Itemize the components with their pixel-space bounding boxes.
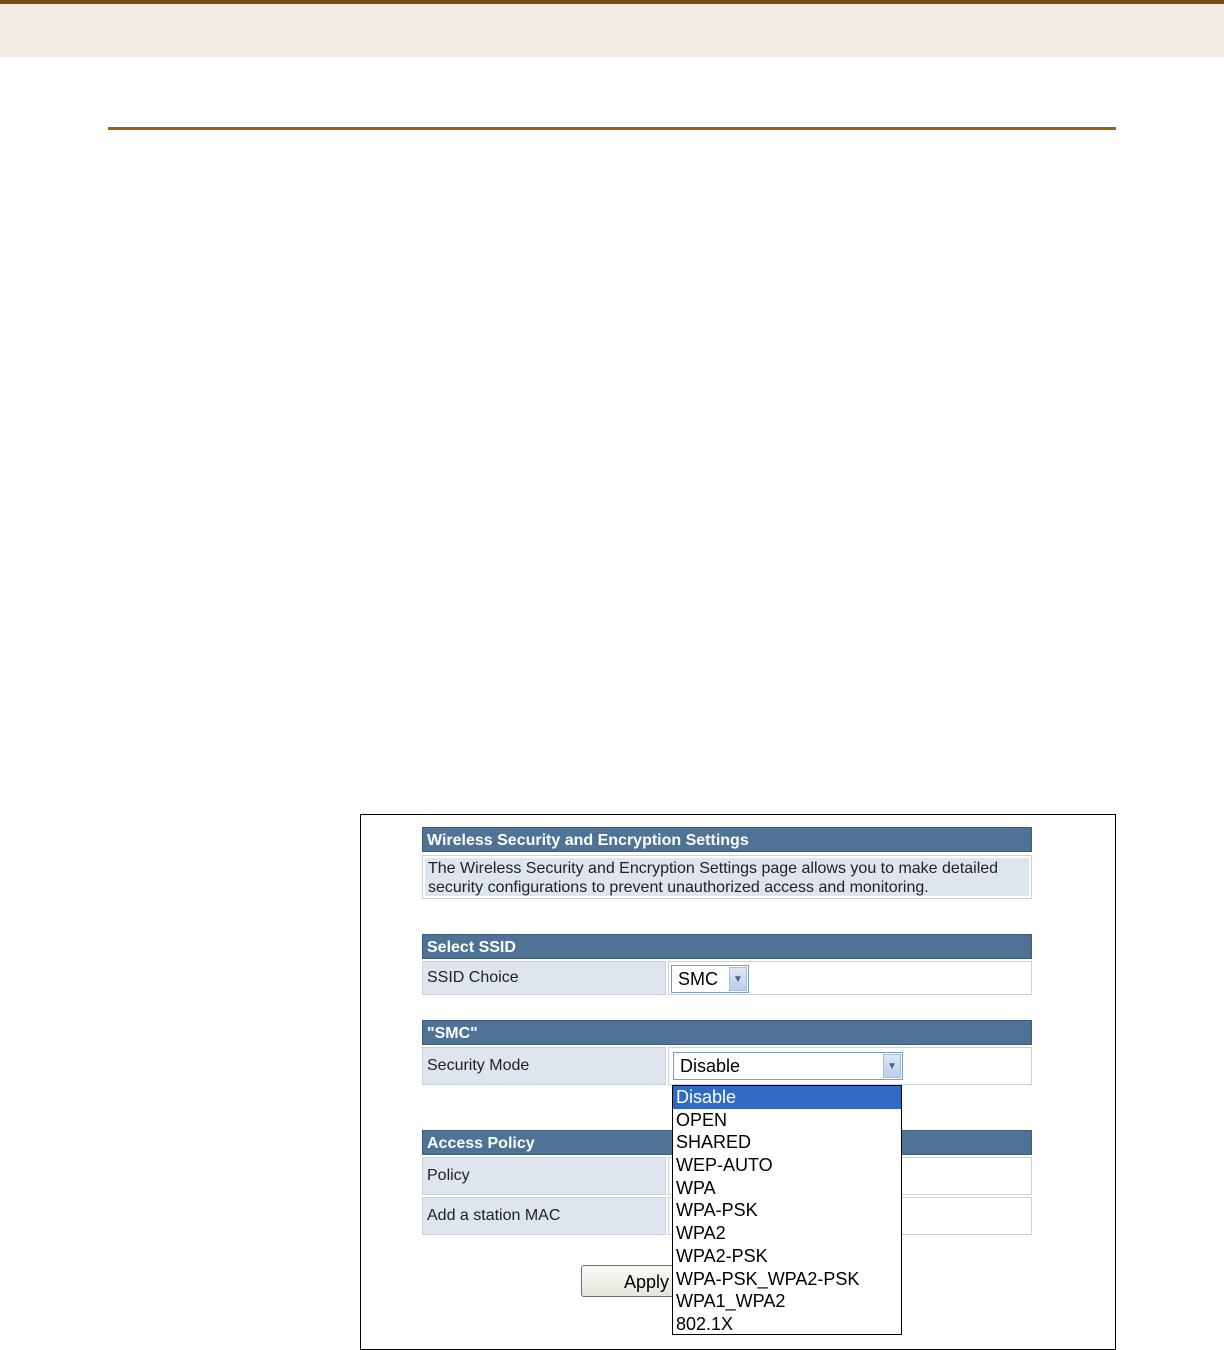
dropdown-option[interactable]: WPA2 [676,1223,726,1244]
chevron-down-icon[interactable]: ▼ [729,967,747,991]
dropdown-option[interactable]: WPA-PSK_WPA2-PSK [676,1268,860,1289]
security-mode-cell [668,1047,1032,1085]
dropdown-option[interactable]: OPEN [676,1109,728,1130]
security-mode-dropdown-list [672,1085,902,1335]
dropdown-option[interactable]: Disable [673,1086,901,1109]
dropdown-option[interactable]: SHARED [676,1132,752,1153]
select-ssid-header: Select SSID [422,934,1032,959]
security-mode-value: Disable [680,1055,741,1076]
description-text: The Wireless Security and Encryption Settings page allows you to make detailed security configurations to prevent unauthorized access and monitoring. [425,858,1029,896]
add-station-label: Add a station MAC [422,1197,666,1235]
smc-header: "SMC" [422,1020,1032,1045]
ssid-choice-label: SSID Choice [422,961,666,995]
security-mode-label: Security Mode [422,1047,666,1085]
select-ssid-panel [422,934,1032,995]
wireless-security-panel [422,827,1032,899]
ssid-choice-row [422,961,1032,995]
policy-label: Policy [422,1157,666,1195]
dropdown-option[interactable]: WEP-AUTO [676,1155,773,1176]
page-header-band [0,0,1224,57]
dropdown-option[interactable]: 802.1X [676,1313,734,1334]
chevron-down-icon[interactable]: ▼ [883,1054,901,1078]
ssid-choice-cell [668,961,1032,995]
access-policy-header: Access Policy [422,1130,1032,1155]
dropdown-option[interactable]: WPA1_WPA2 [676,1291,786,1312]
ssid-choice-select[interactable] [671,965,749,993]
page-divider-rule [108,127,1116,130]
security-mode-row [422,1047,1032,1085]
security-mode-select[interactable] [673,1052,903,1080]
smc-panel [422,1020,1032,1085]
apply-button[interactable]: Apply [581,1265,701,1297]
dropdown-option[interactable]: WPA-PSK [676,1200,758,1221]
dropdown-option[interactable]: WPA [676,1177,716,1198]
description-box [422,855,1032,899]
wireless-security-header: Wireless Security and Encryption Settings [422,827,1032,852]
ssid-choice-value: SMC [678,968,718,989]
dropdown-option[interactable]: WPA2-PSK [676,1245,768,1266]
